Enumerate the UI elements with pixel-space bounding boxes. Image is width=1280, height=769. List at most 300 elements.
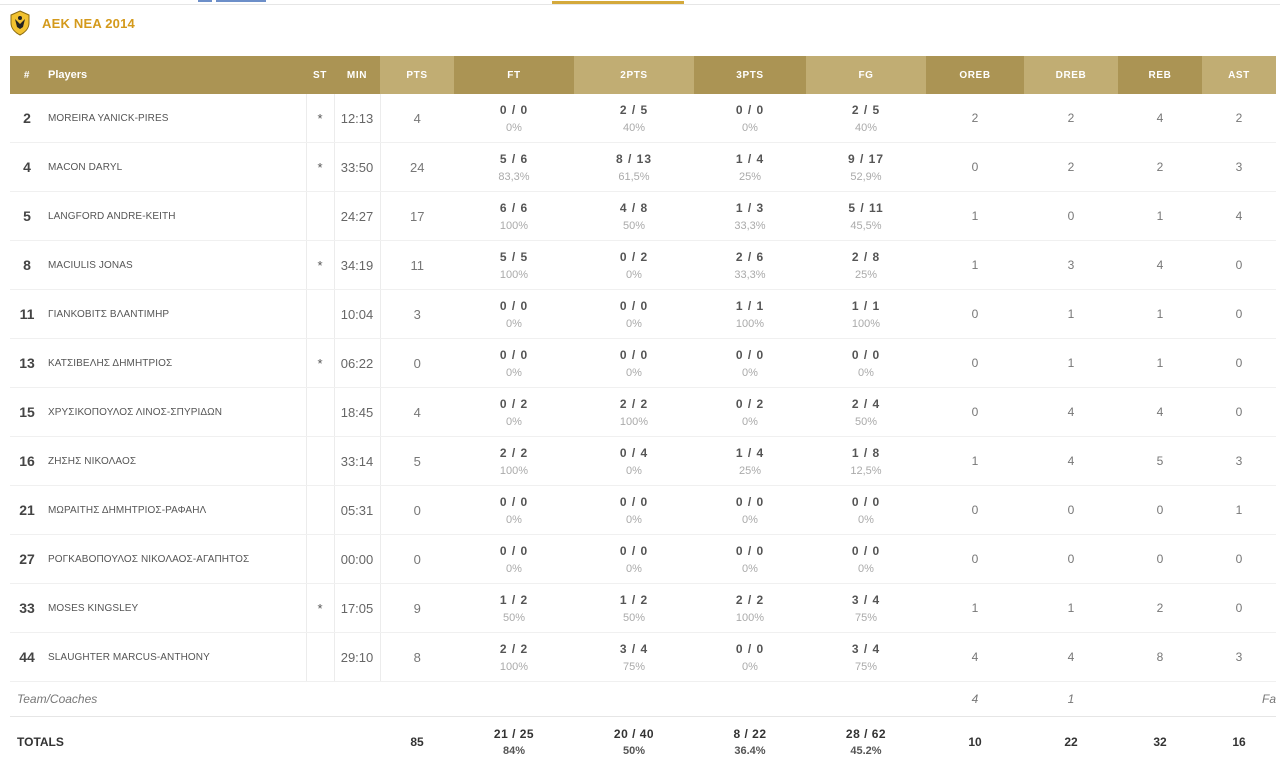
col-fg[interactable]: FG bbox=[806, 56, 926, 94]
oreb: 0 bbox=[926, 388, 1024, 437]
ft-pct: 0% bbox=[506, 562, 522, 575]
2pts-made: 2 / 5 bbox=[619, 102, 649, 117]
reb: 1 bbox=[1118, 290, 1202, 339]
reb: 2 bbox=[1118, 143, 1202, 192]
totals-row bbox=[10, 717, 1276, 768]
player-number: 16 bbox=[10, 437, 44, 486]
starter-mark bbox=[306, 535, 334, 584]
player-number: 15 bbox=[10, 388, 44, 437]
ft-cell bbox=[454, 143, 574, 192]
2pts-pct: 50% bbox=[622, 219, 646, 232]
2pts-cell bbox=[574, 388, 694, 437]
totals-3pts-pct: 36.4% bbox=[734, 745, 766, 757]
2pts-made: 8 / 13 bbox=[615, 151, 653, 166]
player-name[interactable]: SLAUGHTER MARCUS-ANTHONY bbox=[44, 633, 306, 682]
fg-pct: 12,5% bbox=[850, 464, 882, 477]
col-dreb[interactable]: DREB bbox=[1024, 56, 1118, 94]
fg-cell bbox=[806, 241, 926, 290]
2pts-made: 1 / 2 bbox=[619, 592, 649, 607]
fg-pct: 40% bbox=[854, 121, 878, 134]
ft-made: 2 / 2 bbox=[499, 641, 529, 656]
ft-pct: 0% bbox=[506, 366, 522, 379]
reb: 1 bbox=[1118, 192, 1202, 241]
col-3pts[interactable]: 3PTS bbox=[694, 56, 806, 94]
2pts-cell bbox=[574, 290, 694, 339]
fg-made: 3 / 4 bbox=[851, 641, 881, 656]
minutes: 06:22 bbox=[334, 339, 380, 388]
ft-made: 5 / 6 bbox=[499, 151, 529, 166]
ft-cell bbox=[454, 388, 574, 437]
fg-made: 2 / 5 bbox=[851, 102, 881, 117]
player-number: 44 bbox=[10, 633, 44, 682]
3pts-pct: 0% bbox=[742, 121, 758, 134]
ft-cell bbox=[454, 241, 574, 290]
reb: 5 bbox=[1118, 437, 1202, 486]
col-ast[interactable]: AST bbox=[1202, 56, 1276, 94]
starter-mark: * bbox=[306, 143, 334, 192]
3pts-cell bbox=[694, 633, 806, 682]
totals-ft-pct: 84% bbox=[502, 745, 526, 757]
player-number: 11 bbox=[10, 290, 44, 339]
fg-made: 3 / 4 bbox=[851, 592, 881, 607]
points: 4 bbox=[380, 388, 454, 437]
ast: 2 bbox=[1202, 94, 1276, 143]
oreb: 4 bbox=[926, 633, 1024, 682]
player-row bbox=[10, 241, 1276, 290]
player-number: 13 bbox=[10, 339, 44, 388]
points: 17 bbox=[380, 192, 454, 241]
2pts-cell bbox=[574, 339, 694, 388]
3pts-pct: 33,3% bbox=[734, 268, 766, 281]
nav-link-fragment[interactable] bbox=[198, 0, 276, 3]
points: 24 bbox=[380, 143, 454, 192]
3pts-made: 0 / 0 bbox=[735, 102, 765, 117]
oreb: 0 bbox=[926, 290, 1024, 339]
ast: 0 bbox=[1202, 535, 1276, 584]
starter-mark: * bbox=[306, 584, 334, 633]
fg-cell bbox=[806, 486, 926, 535]
totals-label: TOTALS bbox=[10, 717, 380, 768]
team-coaches-label: Team/Coaches bbox=[17, 692, 98, 706]
top-nav-strip bbox=[0, 0, 1280, 6]
2pts-made: 2 / 2 bbox=[619, 396, 649, 411]
3pts-pct: 33,3% bbox=[734, 219, 766, 232]
ft-made: 5 / 5 bbox=[499, 249, 529, 264]
starter-mark bbox=[306, 192, 334, 241]
fg-pct: 25% bbox=[854, 268, 878, 281]
reb: 1 bbox=[1118, 339, 1202, 388]
ft-cell bbox=[454, 584, 574, 633]
player-name[interactable]: ΜΩΡΑΙΤΗΣ ΔΗΜΗΤΡΙΟΣ-ΡΑΦΑΗΛ bbox=[44, 486, 306, 535]
fg-pct: 52,9% bbox=[850, 170, 882, 183]
2pts-pct: 40% bbox=[622, 121, 646, 134]
team-coaches-oreb: 4 bbox=[971, 692, 979, 706]
player-name[interactable]: LANGFORD ANDRE-KEITH bbox=[44, 192, 306, 241]
totals-2pts bbox=[574, 717, 694, 768]
fg-pct: 75% bbox=[854, 611, 878, 624]
player-row bbox=[10, 486, 1276, 535]
totals-ast: 16 bbox=[1202, 717, 1276, 768]
2pts-cell bbox=[574, 584, 694, 633]
player-row bbox=[10, 584, 1276, 633]
player-row bbox=[10, 192, 1276, 241]
dreb: 3 bbox=[1024, 241, 1118, 290]
oreb: 1 bbox=[926, 241, 1024, 290]
col-oreb[interactable]: OREB bbox=[926, 56, 1024, 94]
ft-made: 0 / 0 bbox=[499, 102, 529, 117]
ft-made: 1 / 2 bbox=[499, 592, 529, 607]
player-name[interactable]: MOSES KINGSLEY bbox=[44, 584, 306, 633]
ast: 0 bbox=[1202, 241, 1276, 290]
oreb: 1 bbox=[926, 437, 1024, 486]
player-row bbox=[10, 633, 1276, 682]
fg-pct: 100% bbox=[851, 317, 881, 330]
fg-cell bbox=[806, 388, 926, 437]
ft-cell bbox=[454, 94, 574, 143]
dreb: 2 bbox=[1024, 94, 1118, 143]
player-row bbox=[10, 290, 1276, 339]
player-number: 5 bbox=[10, 192, 44, 241]
3pts-made: 1 / 4 bbox=[735, 151, 765, 166]
reb: 4 bbox=[1118, 388, 1202, 437]
team-coaches-extra: Fa bbox=[1261, 692, 1276, 706]
2pts-pct: 50% bbox=[622, 611, 646, 624]
2pts-made: 0 / 0 bbox=[619, 298, 649, 313]
fg-made: 2 / 4 bbox=[851, 396, 881, 411]
3pts-made: 1 / 4 bbox=[735, 445, 765, 460]
3pts-made: 1 / 1 bbox=[735, 298, 765, 313]
minutes: 29:10 bbox=[334, 633, 380, 682]
oreb: 2 bbox=[926, 94, 1024, 143]
2pts-pct: 0% bbox=[626, 562, 642, 575]
player-row bbox=[10, 339, 1276, 388]
ft-pct: 0% bbox=[506, 415, 522, 428]
ft-cell bbox=[454, 486, 574, 535]
points: 0 bbox=[380, 339, 454, 388]
player-name[interactable]: ΓΙΑΝΚΟΒΙΤΣ ΒΛΑΝΤΙΜΗΡ bbox=[44, 290, 306, 339]
2pts-pct: 75% bbox=[622, 660, 646, 673]
player-row bbox=[10, 388, 1276, 437]
fg-pct: 50% bbox=[854, 415, 878, 428]
ast: 3 bbox=[1202, 437, 1276, 486]
player-number: 21 bbox=[10, 486, 44, 535]
dreb: 1 bbox=[1024, 584, 1118, 633]
player-number: 2 bbox=[10, 94, 44, 143]
dreb: 0 bbox=[1024, 486, 1118, 535]
ft-made: 2 / 2 bbox=[499, 445, 529, 460]
3pts-cell bbox=[694, 535, 806, 584]
3pts-cell bbox=[694, 584, 806, 633]
player-name[interactable]: ΖΗΣΗΣ ΝΙΚΟΛΑΟΣ bbox=[44, 437, 306, 486]
ft-made: 0 / 0 bbox=[499, 494, 529, 509]
ft-cell bbox=[454, 535, 574, 584]
totals-3pts-made: 8 / 22 bbox=[733, 727, 767, 741]
starter-mark: * bbox=[306, 339, 334, 388]
totals-2pts-pct: 50% bbox=[622, 745, 646, 757]
fg-made: 0 / 0 bbox=[851, 543, 881, 558]
ft-pct: 100% bbox=[499, 464, 529, 477]
fg-cell bbox=[806, 535, 926, 584]
2pts-made: 3 / 4 bbox=[619, 641, 649, 656]
totals-fg bbox=[806, 717, 926, 768]
totals-ft-made: 21 / 25 bbox=[493, 727, 535, 741]
totals-dreb: 22 bbox=[1024, 717, 1118, 768]
2pts-pct: 0% bbox=[626, 513, 642, 526]
3pts-made: 2 / 2 bbox=[735, 592, 765, 607]
team-header bbox=[8, 8, 135, 38]
ft-cell bbox=[454, 290, 574, 339]
3pts-cell bbox=[694, 290, 806, 339]
col-reb[interactable]: REB bbox=[1118, 56, 1202, 94]
dreb: 4 bbox=[1024, 388, 1118, 437]
2pts-made: 0 / 0 bbox=[619, 347, 649, 362]
fg-cell bbox=[806, 94, 926, 143]
3pts-cell bbox=[694, 437, 806, 486]
starter-mark bbox=[306, 388, 334, 437]
ft-cell bbox=[454, 339, 574, 388]
dreb: 4 bbox=[1024, 437, 1118, 486]
2pts-cell bbox=[574, 94, 694, 143]
ft-pct: 0% bbox=[506, 513, 522, 526]
3pts-cell bbox=[694, 94, 806, 143]
starter-mark: * bbox=[306, 94, 334, 143]
player-number: 4 bbox=[10, 143, 44, 192]
ft-made: 6 / 6 bbox=[499, 200, 529, 215]
dreb: 4 bbox=[1024, 633, 1118, 682]
ast: 0 bbox=[1202, 584, 1276, 633]
dreb: 2 bbox=[1024, 143, 1118, 192]
2pts-cell bbox=[574, 241, 694, 290]
3pts-made: 1 / 3 bbox=[735, 200, 765, 215]
fg-cell bbox=[806, 437, 926, 486]
oreb: 0 bbox=[926, 339, 1024, 388]
reb: 4 bbox=[1118, 241, 1202, 290]
3pts-cell bbox=[694, 388, 806, 437]
totals-fg-pct: 45.2% bbox=[850, 745, 882, 757]
boxscore-table-wrap bbox=[10, 56, 1280, 767]
minutes: 18:45 bbox=[334, 388, 380, 437]
3pts-made: 2 / 6 bbox=[735, 249, 765, 264]
starter-mark bbox=[306, 486, 334, 535]
team-coaches-reb bbox=[1118, 682, 1202, 717]
col-ft[interactable]: FT bbox=[454, 56, 574, 94]
fg-pct: 75% bbox=[854, 660, 878, 673]
divider bbox=[0, 4, 1280, 5]
ft-pct: 0% bbox=[506, 317, 522, 330]
3pts-pct: 25% bbox=[738, 170, 762, 183]
3pts-pct: 25% bbox=[738, 464, 762, 477]
minutes: 33:50 bbox=[334, 143, 380, 192]
3pts-pct: 0% bbox=[742, 660, 758, 673]
dreb: 0 bbox=[1024, 535, 1118, 584]
fg-cell bbox=[806, 633, 926, 682]
ft-made: 0 / 0 bbox=[499, 298, 529, 313]
fg-pct: 0% bbox=[858, 366, 874, 379]
3pts-made: 0 / 0 bbox=[735, 494, 765, 509]
totals-ft bbox=[454, 717, 574, 768]
reb: 2 bbox=[1118, 584, 1202, 633]
ft-made: 0 / 0 bbox=[499, 347, 529, 362]
col-players[interactable]: Players bbox=[44, 56, 306, 94]
points: 0 bbox=[380, 535, 454, 584]
2pts-cell bbox=[574, 535, 694, 584]
fg-made: 0 / 0 bbox=[851, 494, 881, 509]
2pts-made: 4 / 8 bbox=[619, 200, 649, 215]
ast: 0 bbox=[1202, 290, 1276, 339]
2pts-made: 0 / 0 bbox=[619, 543, 649, 558]
col-2pts[interactable]: 2PTS bbox=[574, 56, 694, 94]
fg-cell bbox=[806, 143, 926, 192]
fg-made: 2 / 8 bbox=[851, 249, 881, 264]
fg-made: 1 / 8 bbox=[851, 445, 881, 460]
fg-pct: 45,5% bbox=[850, 219, 882, 232]
3pts-cell bbox=[694, 339, 806, 388]
fg-cell bbox=[806, 339, 926, 388]
fg-made: 0 / 0 bbox=[851, 347, 881, 362]
minutes: 00:00 bbox=[334, 535, 380, 584]
player-name[interactable]: MACON DARYL bbox=[44, 143, 306, 192]
boxscore-table bbox=[10, 56, 1276, 767]
3pts-made: 0 / 0 bbox=[735, 543, 765, 558]
ft-pct: 100% bbox=[499, 660, 529, 673]
fg-pct: 0% bbox=[858, 513, 874, 526]
points: 8 bbox=[380, 633, 454, 682]
fg-cell bbox=[806, 584, 926, 633]
2pts-cell bbox=[574, 192, 694, 241]
ft-cell bbox=[454, 437, 574, 486]
3pts-made: 0 / 0 bbox=[735, 347, 765, 362]
player-number: 8 bbox=[10, 241, 44, 290]
minutes: 34:19 bbox=[334, 241, 380, 290]
player-row bbox=[10, 437, 1276, 486]
minutes: 12:13 bbox=[334, 94, 380, 143]
reb: 4 bbox=[1118, 94, 1202, 143]
3pts-cell bbox=[694, 486, 806, 535]
player-name[interactable]: ΡΟΓΚΑΒΟΠΟΥΛΟΣ ΝΙΚΟΛΑΟΣ-ΑΓΑΠΗΤΟΣ bbox=[44, 535, 306, 584]
2pts-cell bbox=[574, 633, 694, 682]
starter-mark bbox=[306, 633, 334, 682]
minutes: 05:31 bbox=[334, 486, 380, 535]
player-row bbox=[10, 535, 1276, 584]
player-name[interactable]: ΚΑΤΣΙΒΕΛΗΣ ΔΗΜΗΤΡΙΟΣ bbox=[44, 339, 306, 388]
fg-pct: 0% bbox=[858, 562, 874, 575]
dreb: 1 bbox=[1024, 339, 1118, 388]
ft-pct: 50% bbox=[502, 611, 526, 624]
reb: 8 bbox=[1118, 633, 1202, 682]
fg-cell bbox=[806, 192, 926, 241]
reb: 0 bbox=[1118, 535, 1202, 584]
ft-pct: 100% bbox=[499, 219, 529, 232]
dreb: 0 bbox=[1024, 192, 1118, 241]
ast: 0 bbox=[1202, 388, 1276, 437]
starter-mark bbox=[306, 290, 334, 339]
minutes: 10:04 bbox=[334, 290, 380, 339]
2pts-pct: 61,5% bbox=[618, 170, 650, 183]
points: 3 bbox=[380, 290, 454, 339]
ft-pct: 83,3% bbox=[498, 170, 530, 183]
player-name[interactable]: ΧΡΥΣΙΚΟΠΟΥΛΟΣ ΛΙΝΟΣ-ΣΠΥΡΙΔΩΝ bbox=[44, 388, 306, 437]
oreb: 0 bbox=[926, 535, 1024, 584]
fg-cell bbox=[806, 290, 926, 339]
3pts-made: 0 / 2 bbox=[735, 396, 765, 411]
points: 5 bbox=[380, 437, 454, 486]
totals-fg-made: 28 / 62 bbox=[845, 727, 887, 741]
col-num[interactable]: # bbox=[10, 56, 44, 94]
ft-cell bbox=[454, 633, 574, 682]
col-pts[interactable]: PTS bbox=[380, 56, 454, 94]
points: 0 bbox=[380, 486, 454, 535]
oreb: 0 bbox=[926, 143, 1024, 192]
2pts-pct: 100% bbox=[619, 415, 649, 428]
team-coaches-dreb: 1 bbox=[1067, 692, 1075, 706]
player-name[interactable]: MACIULIS JONAS bbox=[44, 241, 306, 290]
2pts-pct: 0% bbox=[626, 317, 642, 330]
player-row bbox=[10, 143, 1276, 192]
player-number: 27 bbox=[10, 535, 44, 584]
ft-cell bbox=[454, 192, 574, 241]
player-name[interactable]: MOREIRA YANICK-PIRES bbox=[44, 94, 306, 143]
2pts-cell bbox=[574, 143, 694, 192]
fg-made: 5 / 11 bbox=[848, 200, 884, 215]
totals-3pts bbox=[694, 717, 806, 768]
3pts-cell bbox=[694, 143, 806, 192]
oreb: 1 bbox=[926, 192, 1024, 241]
2pts-made: 0 / 2 bbox=[619, 249, 649, 264]
3pts-pct: 0% bbox=[742, 415, 758, 428]
3pts-pct: 0% bbox=[742, 562, 758, 575]
3pts-pct: 100% bbox=[735, 611, 765, 624]
team-name[interactable]: AEK NEA 2014 bbox=[42, 15, 135, 31]
2pts-made: 0 / 0 bbox=[619, 494, 649, 509]
2pts-pct: 0% bbox=[626, 464, 642, 477]
col-min[interactable]: MIN bbox=[334, 56, 380, 94]
ft-made: 0 / 2 bbox=[499, 396, 529, 411]
totals-reb: 32 bbox=[1118, 717, 1202, 768]
ast: 1 bbox=[1202, 486, 1276, 535]
points: 4 bbox=[380, 94, 454, 143]
totals-pts: 85 bbox=[380, 717, 454, 768]
ast: 3 bbox=[1202, 633, 1276, 682]
oreb: 0 bbox=[926, 486, 1024, 535]
team-coaches-row bbox=[10, 682, 1276, 717]
2pts-cell bbox=[574, 486, 694, 535]
2pts-pct: 0% bbox=[626, 366, 642, 379]
3pts-pct: 0% bbox=[742, 366, 758, 379]
2pts-made: 0 / 4 bbox=[619, 445, 649, 460]
3pts-made: 0 / 0 bbox=[735, 641, 765, 656]
ft-made: 0 / 0 bbox=[499, 543, 529, 558]
3pts-cell bbox=[694, 241, 806, 290]
ft-pct: 0% bbox=[506, 121, 522, 134]
ast: 4 bbox=[1202, 192, 1276, 241]
ast: 3 bbox=[1202, 143, 1276, 192]
3pts-pct: 0% bbox=[742, 513, 758, 526]
fg-made: 1 / 1 bbox=[851, 298, 881, 313]
points: 9 bbox=[380, 584, 454, 633]
3pts-cell bbox=[694, 192, 806, 241]
minutes: 33:14 bbox=[334, 437, 380, 486]
header-row bbox=[10, 56, 1276, 94]
2pts-pct: 0% bbox=[626, 268, 642, 281]
2pts-cell bbox=[574, 437, 694, 486]
points: 11 bbox=[380, 241, 454, 290]
reb: 0 bbox=[1118, 486, 1202, 535]
totals-oreb: 10 bbox=[926, 717, 1024, 768]
col-st[interactable]: ST bbox=[306, 56, 334, 94]
minutes: 17:05 bbox=[334, 584, 380, 633]
dreb: 1 bbox=[1024, 290, 1118, 339]
player-row bbox=[10, 94, 1276, 143]
